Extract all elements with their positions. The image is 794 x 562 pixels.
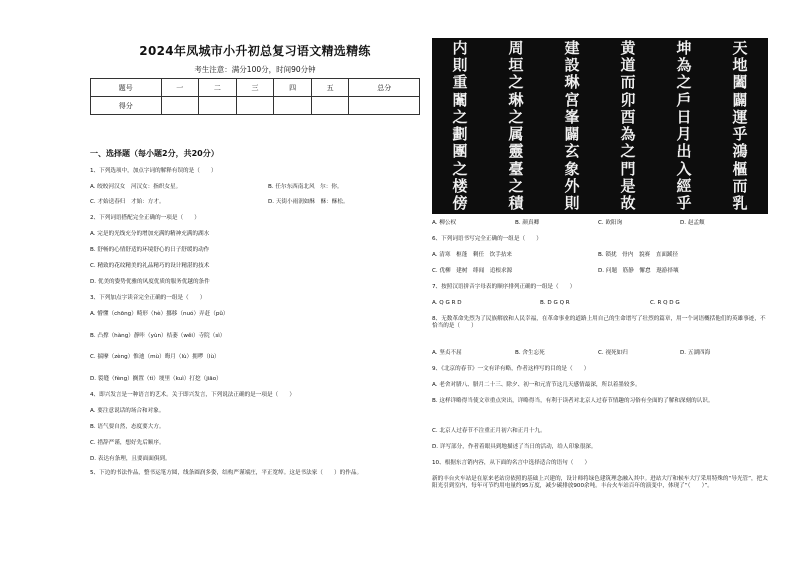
score-table-header: 五 — [311, 79, 349, 97]
option-5b: B. 颜真卿 — [515, 220, 540, 226]
option-6a: A. 清寒 枢蓬 剩任 饮手拈来 — [432, 252, 513, 258]
calligraphy-column — [727, 40, 753, 212]
calligraphy-character: 琳 — [564, 73, 580, 92]
calligraphy-character: 而 — [620, 73, 636, 92]
calligraphy-column — [447, 40, 473, 212]
calligraphy-character: 日 — [676, 107, 692, 126]
score-table-header: 四 — [274, 79, 312, 97]
option-7b: B. D G Q R — [540, 300, 570, 306]
calligraphy-column — [615, 40, 641, 212]
option-7a: A. Q G R D — [432, 300, 462, 306]
option-2b: B. 舒畅的心情舒适的环境舒心的日子舒缓的动作 — [90, 247, 210, 253]
option-5d: D. 赵孟頫 — [680, 220, 705, 226]
calligraphy-character: 周 — [508, 39, 524, 57]
calligraphy-character: 地 — [732, 56, 748, 75]
option-5c: C. 欧阳询 — [598, 220, 623, 226]
calligraphy-character: 之 — [620, 142, 636, 161]
calligraphy-character: 之 — [676, 73, 692, 92]
calligraphy-character: 垣 — [508, 56, 524, 75]
option-6c: C. 优柳 建树 绯闻 追根求源 — [432, 268, 513, 274]
calligraphy-character: 乎 — [676, 193, 692, 212]
calligraphy-character: 靈 — [508, 142, 524, 161]
calligraphy-character: 闢 — [732, 90, 748, 109]
calligraphy-character: 之 — [508, 176, 524, 195]
calligraphy-character: 臺 — [508, 159, 524, 178]
calligraphy-character: 黄 — [620, 39, 636, 57]
question-7-stem: 7、按照汉语拼音字母表的顺序排列正确的一组是（ ） — [432, 284, 576, 290]
calligraphy-character: 卯 — [620, 90, 636, 109]
calligraphy-character: 象 — [564, 159, 580, 178]
score-table — [90, 78, 420, 115]
question-3-stem: 3、下列加点字读音完全正确的一组是（ ） — [90, 295, 206, 301]
calligraphy-character: 外 — [564, 176, 580, 195]
calligraphy-character: 闈 — [452, 90, 468, 109]
option-4b: B. 语气要自然，态度要大方。 — [90, 424, 165, 430]
option-1c: C. 才始送春归 才始：方才。 — [90, 199, 165, 205]
score-cell[interactable] — [311, 97, 349, 115]
calligraphy-character: 是 — [620, 176, 636, 195]
calligraphy-character: 琳 — [508, 90, 524, 109]
calligraphy-character: 則 — [452, 56, 468, 75]
calligraphy-character: 楼 — [452, 176, 468, 195]
calligraphy-character: 道 — [620, 56, 636, 75]
calligraphy-character: 為 — [620, 125, 636, 144]
option-7c: C. R Q D G — [650, 300, 680, 306]
calligraphy-character: 乳 — [732, 193, 748, 212]
calligraphy-column — [559, 40, 585, 212]
calligraphy-character: 建 — [564, 39, 580, 57]
option-1d: D. 天街小雨润如酥 酥：酥松。 — [268, 199, 349, 205]
calligraphy-character: 積 — [508, 193, 524, 212]
calligraphy-character: 入 — [676, 159, 692, 178]
exam-title: 2024年凤城市小升初总复习语文精选精练 — [139, 44, 371, 58]
question-10-passage: 新的丰台火车站是在原来老站房依照的基础上兴建的，设计师将绿色建筑理念融入其中。进站大厅和候车大厅采用特殊的“导光管”，把太阳光引到室内，每年可节约用电量约95万度，减少碳排放900余吨。丰台火车站百年的演变中，体现了“（ ）”。 — [432, 476, 768, 489]
calligraphy-character: 月 — [676, 125, 692, 144]
option-2c: C. 精致的花纹精美的礼品精巧的设计精湛的技术 — [90, 263, 210, 269]
score-table-header: 题号 — [91, 79, 162, 97]
calligraphy-character: 之 — [508, 107, 524, 126]
question-2-stem: 2、下列词语搭配完全正确的一项是（ ） — [90, 215, 200, 221]
option-9c: C. 北京人过春节不注重正月初六和正月十九。 — [432, 428, 546, 434]
calligraphy-character: 天 — [732, 39, 748, 57]
calligraphy-character: 闢 — [564, 125, 580, 144]
option-3c: C. 揣摩（zèng）惟迪（mù）晦月（lù）拥啰（lù） — [90, 354, 220, 360]
option-5a: A. 柳公权 — [432, 220, 457, 226]
option-8c: C. 视死如归 — [598, 350, 628, 356]
question-5-stem: 5、下边的书法作品，整书运笔方圆，线条圆润多姿，结构严谨端庄，平正宽绰。这是书法家（ ）的作品。 — [90, 470, 363, 476]
option-1a: A. 皎皎河汉女 河汉女：指织女星。 — [90, 184, 182, 190]
calligraphy-character: 為 — [676, 56, 692, 75]
calligraphy-character: 宮 — [564, 90, 580, 109]
question-9-stem: 9、《北京的春节》一文有详有略，作者这样写的目的是（ ） — [432, 366, 590, 372]
calligraphy-column — [671, 40, 697, 212]
question-4-stem: 4、即兴发言是一种语言的艺术。关于即兴发言，下列说法正确的是一项是（ ） — [90, 392, 295, 398]
option-9b: B. 这样详略得当使文章重点突出，详略得当，有利于读者对北京人过春节情趣的习俗有全面的了解和深刻的认识。 — [432, 398, 714, 404]
calligraphy-character: 峯 — [564, 107, 580, 126]
score-table-header: 总分 — [349, 79, 420, 97]
score-table-header: 三 — [236, 79, 274, 97]
score-cell[interactable] — [274, 97, 312, 115]
calligraphy-character: 内 — [452, 39, 468, 57]
calligraphy-column — [503, 40, 529, 212]
score-table-score-row — [91, 97, 420, 115]
option-3a: A. 懵懂（chōng）畸形（hè）挪移（nuó）弄赶（pǔ） — [90, 311, 229, 317]
calligraphy-character: 戶 — [676, 90, 692, 109]
option-3d: D. 裂缝（fèng）搁置（tì）埂里（kuì）打挖（jiāo） — [90, 376, 222, 382]
calligraphy-character: 属 — [508, 125, 524, 144]
calligraphy-character: 團 — [452, 142, 468, 161]
calligraphy-character: 樞 — [732, 159, 748, 178]
score-cell[interactable] — [349, 97, 420, 115]
calligraphy-character: 鴻 — [732, 142, 748, 161]
calligraphy-character: 設 — [564, 56, 580, 75]
calligraphy-character: 傍 — [452, 193, 468, 212]
question-8-stem: 8、无数革命先烈为了民族解放和人民幸福，在革命事业的道路上用自己的生命谱写了壮烈的篇章，用一个词语概括他们的英雄事迹，不恰当的是（ ） — [432, 316, 766, 329]
calligraphy-character: 乎 — [732, 125, 748, 144]
option-9d: D. 详写部分，作者着眼具到地描述了当日的活动，给人印象很深。 — [432, 444, 597, 450]
score-cell[interactable] — [199, 97, 237, 115]
section-title: 一、选择题（每小题2分，共20分） — [90, 149, 219, 158]
option-3b: B. 凸撑（hàng）静咔（yùn）桔萎（wěi）寺院（sì） — [90, 333, 226, 339]
question-1-stem: 1、下列选项中，加点字词的解释有误的是（ ） — [90, 168, 217, 174]
question-10-stem: 10、根据东言销内容，从下面的名言中选择适合的语句（ ） — [432, 460, 591, 466]
score-table-header: 二 — [199, 79, 237, 97]
calligraphy-image — [432, 38, 768, 214]
calligraphy-character: 之 — [508, 73, 524, 92]
score-row-label: 得分 — [91, 97, 162, 115]
option-4d: D. 表达有条理，且要面面俱到。 — [90, 456, 171, 462]
option-2d: D. 优美的姿势优雅的风度优质的服务优越的条件 — [90, 279, 210, 285]
option-9a: A. 老舍对腊八、腊月二十三、除夕、初一和元宵节这几天感情最深，所以着墨较多。 — [432, 382, 641, 388]
option-1b: B. 任尔东西南北风 尔：你。 — [268, 184, 343, 190]
option-4c: C. 措辞严谨，想好先后顺序。 — [90, 440, 165, 446]
option-8a: A. 坚贞不屈 — [432, 350, 462, 356]
calligraphy-character: 出 — [676, 142, 692, 161]
score-table-header-row — [91, 79, 420, 97]
question-6-stem: 6、下列词语书写完全正确的一组是（ ） — [432, 236, 542, 242]
option-6b: B. 锁扰 骨内 貌赛 直面蹊径 — [598, 252, 679, 258]
calligraphy-character: 之 — [452, 107, 468, 126]
option-4a: A. 要注意说话的场合和对象。 — [90, 408, 165, 414]
score-table-header: 一 — [161, 79, 199, 97]
calligraphy-character: 重 — [452, 73, 468, 92]
calligraphy-character: 而 — [732, 176, 748, 195]
option-6d: D. 问题 筋静 懈怠 遨游择壤 — [598, 268, 679, 274]
calligraphy-character: 之 — [452, 159, 468, 178]
option-2a: A. 完是的光线充分的增加充满的精神充满的湖水 — [90, 231, 210, 237]
calligraphy-character: 故 — [620, 193, 636, 212]
calligraphy-character: 運 — [732, 107, 748, 126]
calligraphy-character: 闔 — [732, 73, 748, 92]
calligraphy-character: 門 — [620, 159, 636, 178]
calligraphy-character: 玄 — [564, 142, 580, 161]
calligraphy-character: 則 — [564, 193, 580, 212]
calligraphy-character: 酉 — [620, 107, 636, 126]
calligraphy-character: 坤 — [676, 39, 692, 57]
score-cell[interactable] — [236, 97, 274, 115]
calligraphy-character: 劃 — [452, 125, 468, 144]
exam-notice: 考生注意：满分100分，时间90分钟 — [194, 65, 316, 74]
calligraphy-character: 經 — [676, 176, 692, 195]
option-8b: B. 舍生忘死 — [515, 350, 545, 356]
option-8d: D. 五湖四海 — [680, 350, 711, 356]
score-cell[interactable] — [161, 97, 199, 115]
